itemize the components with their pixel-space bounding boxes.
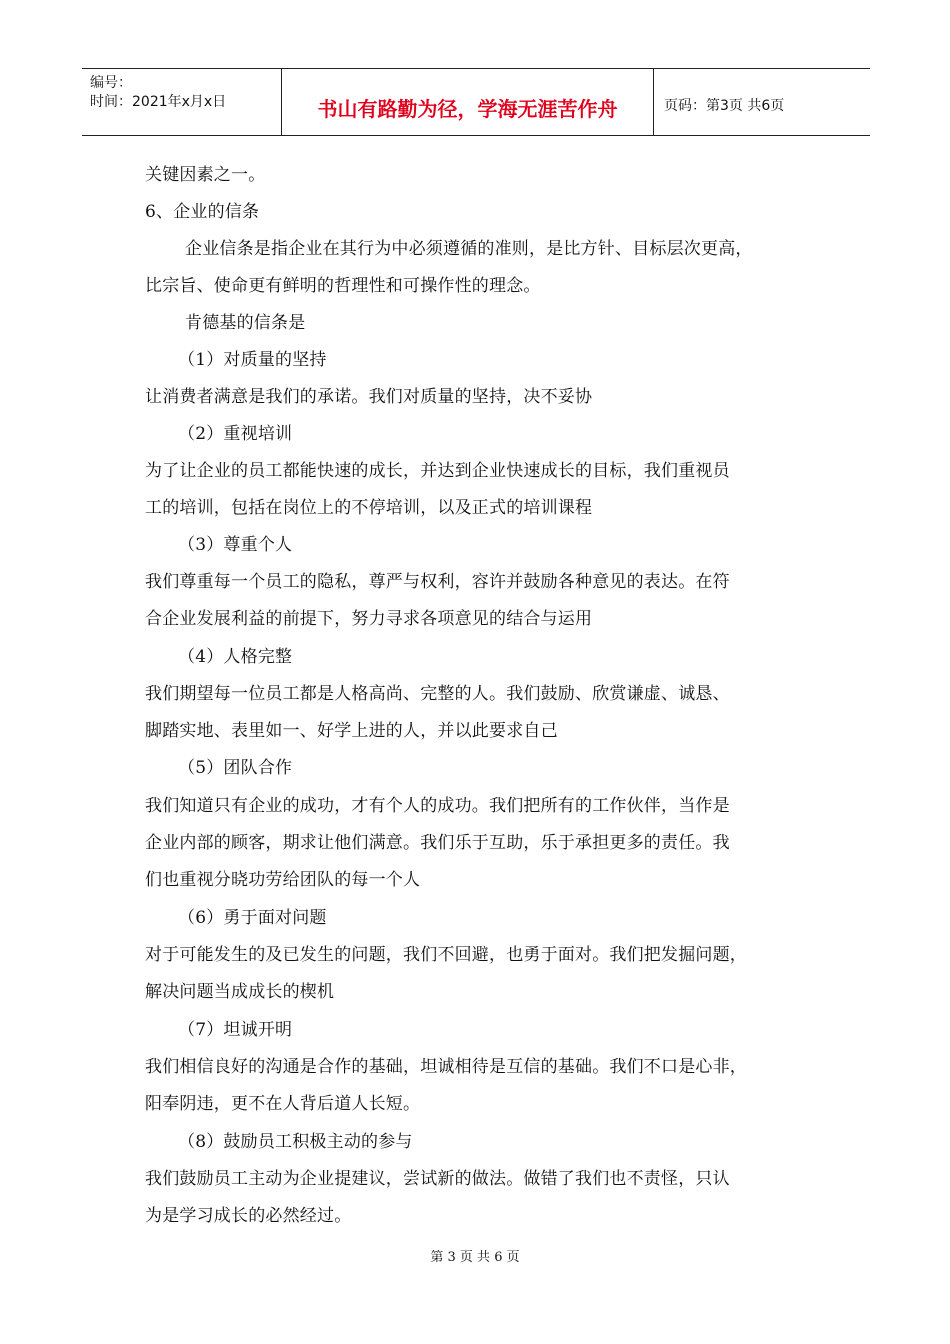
list-heading: （4）人格完整	[178, 647, 293, 667]
page-code: 页码：第3页 共6页	[664, 98, 785, 114]
body-line: 肯德基的信条是	[185, 313, 306, 333]
list-heading: （7）坦诚开明	[178, 1020, 293, 1040]
body-line: 解决问题当成成长的楔机	[145, 982, 335, 1002]
body-line: 为了让企业的员工都能快速的成长，并达到企业快速成长的目标，我们重视员	[145, 461, 730, 481]
body-line: 阳奉阴违，更不在人背后道人长短。	[145, 1094, 421, 1114]
page-footer: 第 3 页 共 6 页	[430, 1250, 520, 1265]
document-header	[82, 68, 870, 136]
date-label: 时间：2021年x月x日	[90, 94, 227, 110]
body-line: 对于可能发生的及已发生的问题，我们不回避，也勇于面对。我们把发掘问题，	[145, 945, 747, 965]
list-heading: （2）重视培训	[178, 424, 293, 444]
body-line: 关键因素之一。	[145, 165, 266, 185]
header-page-cell	[654, 69, 870, 135]
header-motto-cell	[282, 69, 654, 135]
list-heading: （1）对质量的坚持	[178, 350, 327, 370]
list-heading: （5）团队合作	[178, 758, 293, 778]
body-line: 我们期望每一位员工都是人格高尚、完整的人。我们鼓励、欣赏谦虚、诚恳、	[145, 684, 730, 704]
body-line: 企业信条是指企业在其行为中必须遵循的准则，是比方针、目标层次更高，	[185, 239, 753, 259]
list-heading: （8）鼓励员工积极主动的参与	[178, 1132, 413, 1152]
body-line: 我们鼓励员工主动为企业提建议，尝试新的做法。做错了我们也不责怪，只认	[145, 1169, 730, 1189]
body-line: 脚踏实地、表里如一、好学上进的人，并以此要求自己	[145, 721, 558, 741]
body-line: 工的培训，包括在岗位上的不停培训，以及正式的培训课程	[145, 498, 593, 518]
number-label: 编号：	[90, 75, 132, 91]
body-line: 我们知道只有企业的成功，才有个人的成功。我们把所有的工作伙伴，当作是	[145, 796, 730, 816]
body-line: 我们尊重每一个员工的隐私，尊严与权利，容许并鼓励各种意见的表达。在符	[145, 572, 730, 592]
list-heading: （3）尊重个人	[178, 535, 293, 555]
body-line: 比宗旨、使命更有鲜明的哲理性和可操作性的理念。	[145, 276, 541, 296]
header-meta-cell	[82, 69, 282, 135]
body-line: 让消费者满意是我们的承诺。我们对质量的坚持，决不妥协	[145, 387, 593, 407]
list-heading: （6）勇于面对问题	[178, 908, 327, 928]
body-line: 我们相信良好的沟通是合作的基础，坦诚相待是互信的基础。我们不口是心非，	[145, 1057, 747, 1077]
body-line: 们也重视分晓功劳给团队的每一个人	[145, 870, 421, 890]
motto: 书山有路勤为径，学海无涯苦作舟	[317, 97, 618, 121]
section-heading: 6、企业的信条	[145, 202, 260, 222]
body-line: 为是学习成长的必然经过。	[145, 1206, 352, 1226]
body-line: 合企业发展利益的前提下，努力寻求各项意见的结合与运用	[145, 609, 593, 629]
body-line: 企业内部的顾客，期求让他们满意。我们乐于互助，乐于承担更多的责任。我	[145, 833, 730, 853]
